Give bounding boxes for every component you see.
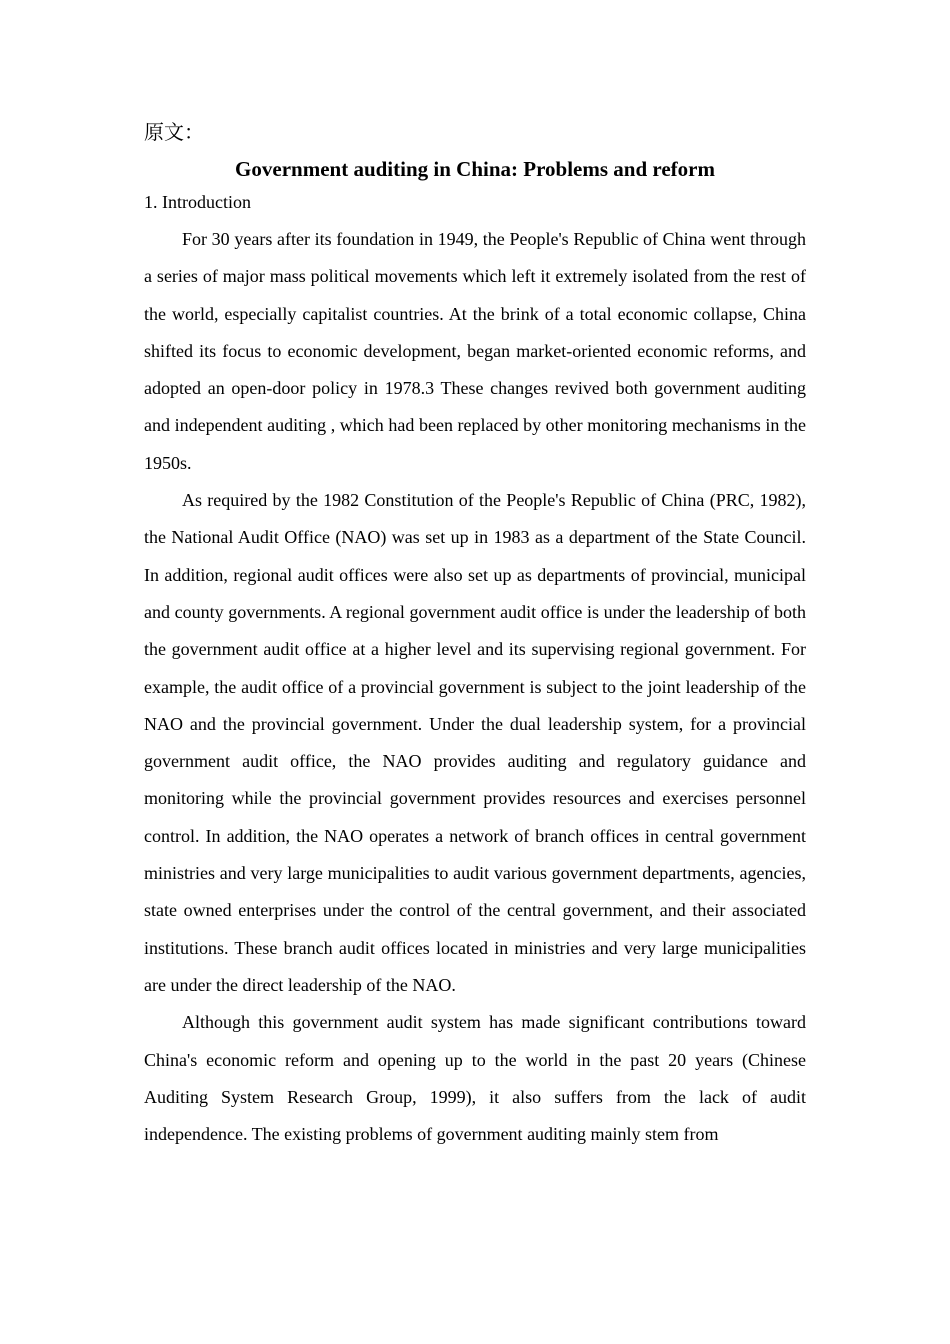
document-page	[144, 118, 806, 1153]
paragraph: Although this government audit system has made significant contributions toward China's economic reform and opening up to the world in the past 20 years (Chinese Auditing System Research Group, 1999), it also suffers from the lack of audit independence. The existing problems of government auditing mainly stem from	[144, 1012, 806, 1145]
original-text-label: 原文：	[144, 120, 204, 144]
document-title: Government auditing in China: Problems and reform	[235, 157, 715, 181]
section-heading: 1. Introduction	[144, 192, 251, 212]
paragraph: For 30 years after its foundation in 1949, the People's Republic of China went through a series of major mass political movements which left it extremely isolated from the rest of the world, especially capitalist countries. At the brink of a total economic collapse, China shifted its focus to economic development, began market-oriented economic reforms, and adopted an open-door policy in 1978.3 These changes revived both government auditing and independent auditing , which had been replaced by other monitoring mechanisms in the 1950s.	[144, 229, 806, 473]
paragraph: As required by the 1982 Constitution of the People's Republic of China (PRC, 1982), the National Audit Office (NAO) was set up in 1983 as a department of the State Council. In addition, regional audit offices were also set up as departments of provincial, municipal and county governments. A regional government audit office is under the leadership of both the government audit office at a higher level and its supervising regional government. For example, the audit office of a provincial government is subject to the joint leadership of the NAO and the provincial government. Under the dual leadership system, for a provincial government audit office, the NAO provides auditing and regulatory guidance and monitoring while the provincial government provides resources and exercises personnel control. In addition, the NAO operates a network of branch offices in central government ministries and very large municipalities to audit various government departments, agencies, state owned enterprises under the control of the central government, and their associated institutions. These branch audit offices located in ministries and very large municipalities are under the direct leadership of the NAO.	[144, 490, 806, 995]
